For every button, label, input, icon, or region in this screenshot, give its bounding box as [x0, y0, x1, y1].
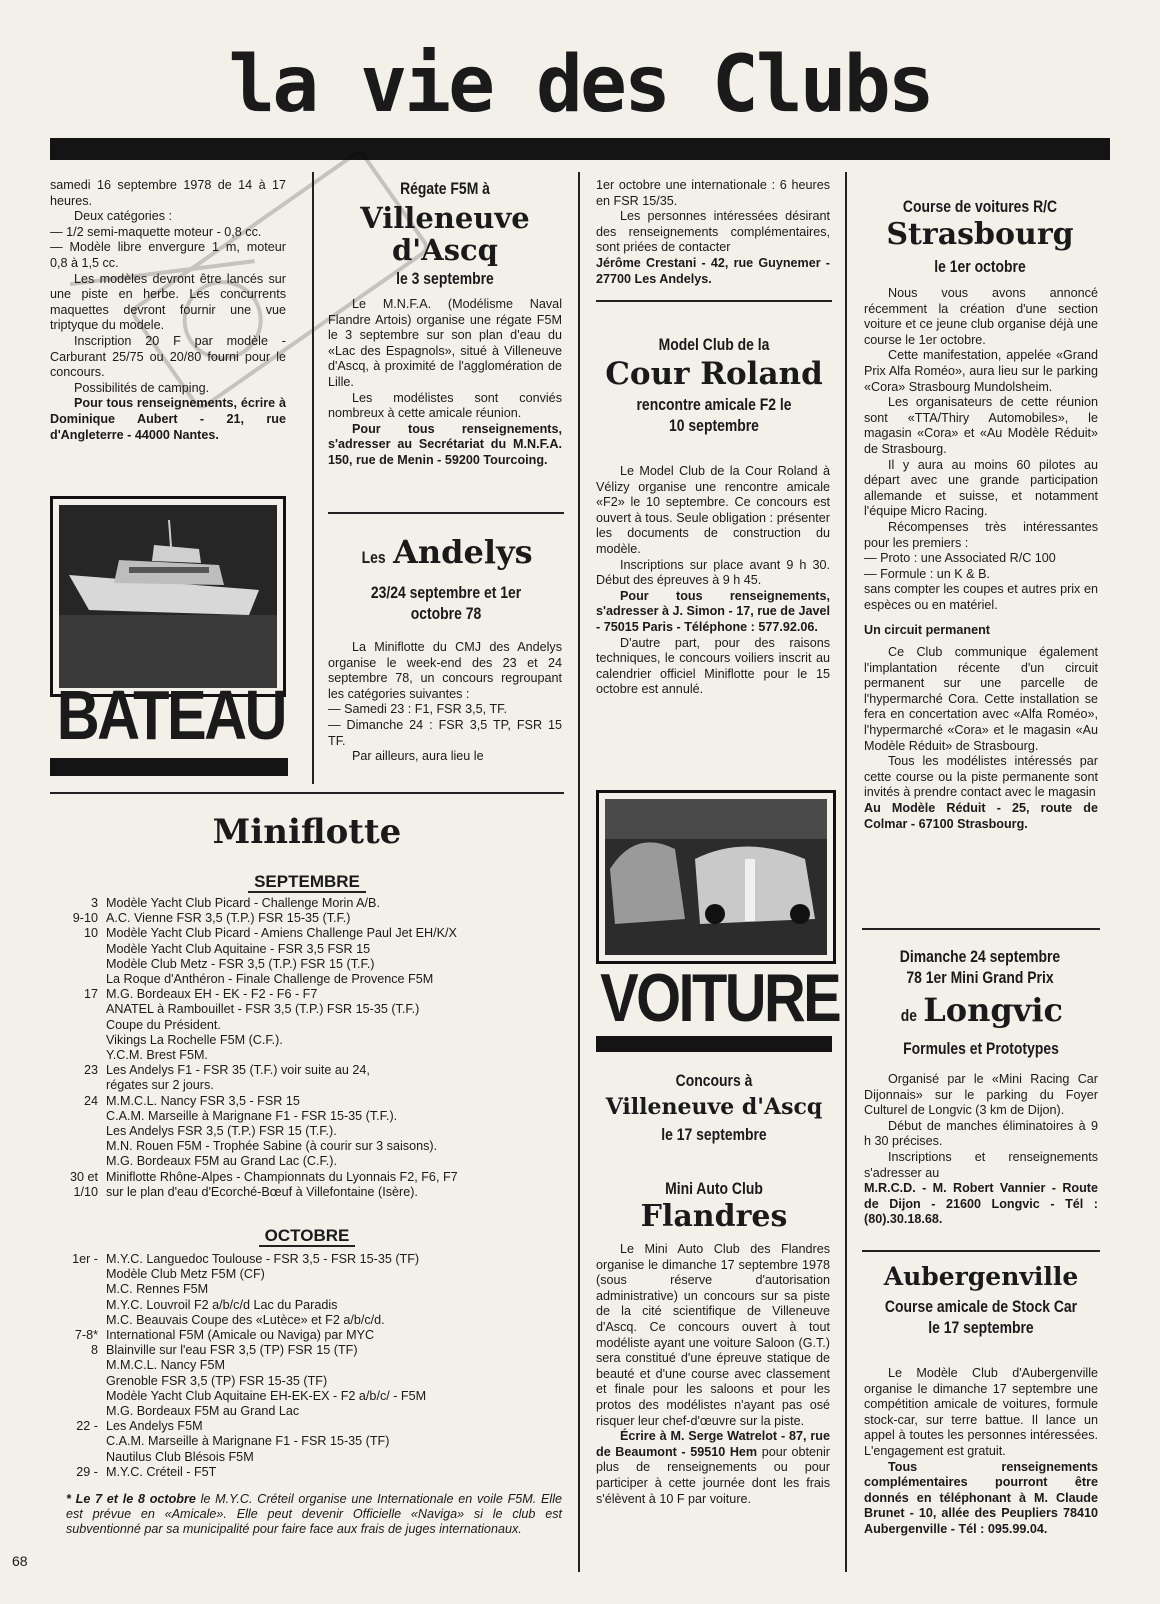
month-label: SEPTEMBRE: [248, 872, 366, 893]
calendar-event: Coupe du Président.: [106, 1017, 221, 1032]
calendar-event: M.G. Bordeaux F5M au Grand Lac: [106, 1404, 300, 1419]
september-list: [36, 896, 566, 1200]
calendar-event: Y.C.M. Brest F5M.: [106, 1048, 208, 1063]
paragraph: Ce Club communique également l'implantation récente d'un circuit permanent sur une parcelle de l'hypermarché Cora. Cette installation se fera en concertation avec «Alfa Roméo», l'hypermarché «Cora» et le magasin «Au Modèle Réduit» de Strasbourg.: [864, 645, 1098, 753]
calendar-event: Modèle Yacht Club Picard - Amiens Challenge Paul Jet EH/K/X: [106, 926, 457, 941]
calendar-row: [36, 1154, 566, 1169]
divider: [862, 928, 1100, 930]
calendar-row: [36, 911, 566, 926]
article-kicker: Régate F5M à: [400, 179, 490, 198]
calendar-date: [36, 1048, 106, 1063]
calendar-event: International F5M (Amicale ou Naviga) par MYC: [106, 1328, 375, 1343]
calendar-date: [36, 1313, 106, 1328]
longvic-title: Longvic: [923, 991, 1063, 1029]
calendar-date: [36, 1078, 106, 1093]
column-rule: [845, 172, 847, 1572]
calendar-date: 30 et: [69, 1169, 98, 1184]
calendar-event: M.N. Rouen F5M - Trophée Sabine (à courir sur 3 saisons).: [106, 1139, 438, 1154]
divider: [328, 512, 564, 514]
cour-roland-text: [596, 464, 830, 698]
section-label-voiture: VOITURE: [600, 960, 840, 1036]
calendar-event: Modèle Club Metz - FSR 3,5 (T.P.) FSR 15 (T.F.): [106, 956, 375, 971]
calendar-row: [36, 1018, 566, 1033]
calendar-event: Modèle Yacht Club Aquitaine - FSR 3,5 FSR 15: [106, 941, 371, 956]
calendar-event: A.C. Vienne FSR 3,5 (T.P.) FSR 15-35 (T.F.): [106, 911, 351, 926]
calendar-event: M.C. Beauvais Coupe des «Lutèce» et F2 a/b/c/d.: [106, 1312, 385, 1327]
calendar-event: La Roque d'Anthéron - Finale Challenge de Provence F5M: [106, 972, 434, 987]
calendar-date: [36, 1298, 106, 1313]
calendar-row: [36, 1002, 566, 1017]
calendar-date: 1er -: [72, 1252, 98, 1266]
article-subtitle: Formules et Prototypes: [903, 1039, 1059, 1058]
paragraph: — 1/2 semi-maquette moteur - 0,8 cc.: [50, 224, 262, 239]
longvic-heading: [862, 990, 1100, 1037]
calendar-date: [36, 1389, 106, 1404]
calendar-event: M.M.C.L. Nancy F5M: [106, 1358, 225, 1373]
boat-photo: [59, 505, 277, 688]
calendar-date: [36, 1434, 106, 1449]
calendar-row: [36, 1328, 566, 1343]
calendar-row: [36, 1185, 566, 1200]
strasbourg-text: [864, 286, 1098, 832]
article-kicker: Model Club de la: [658, 335, 770, 354]
andelys-prefix: Les: [361, 548, 386, 567]
contact-info: Tous renseignements complémentaires pourront être donnés en téléphonant à M. Claude Brunet - 10, allée des Peupliers 78410 Aubergenville - Tél : 095.99.04.: [864, 1459, 1098, 1536]
calendar-event: M.Y.C. Languedoc Toulouse - FSR 3,5 - FSR 15-35 (TF): [106, 1252, 420, 1266]
calendar-row: [36, 1404, 566, 1419]
paragraph: Par ailleurs, aura lieu le: [352, 749, 484, 764]
contact-info: Pour tous renseignements, s'adresser à J. Simon - 17, rue de Javel - 75015 Paris - Téléphone : 577.92.06.: [596, 588, 831, 634]
calendar-date: [36, 1154, 106, 1169]
calendar-date: 10: [83, 926, 98, 941]
calendar-event: Miniflotte Rhône-Alpes - Championnats du Lyonnais F2, F6, F7: [106, 1169, 458, 1184]
calendar-date: [36, 1282, 106, 1297]
calendar-date: [36, 1139, 106, 1154]
miniflotte-title: Miniflotte: [212, 812, 402, 852]
column-rule: [578, 172, 580, 1572]
divider: [862, 1250, 1100, 1252]
footnote-text: le M.Y.C. Créteil organise une Internationale en voile F5M. Elle est prévue en «Amicale». Elle peut devenir Officielle «Naviga» si le club est subventionné par sa municipalité pour faire face aux frais de juges internationaux.: [66, 1492, 563, 1536]
column-3-text: [596, 178, 830, 287]
boat-photo-frame: [50, 496, 286, 697]
calendar-row: [36, 1170, 566, 1185]
calendar-row: [36, 957, 566, 972]
calendar-event: Modèle Yacht Club Aquitaine EH-EK-EX - F2 a/b/c/ - F5M: [106, 1388, 427, 1403]
paragraph: Les modèles devront être lancés sur une piste en herbe. Les concurrents maquettes devront fournir une vue triptyque du modele.: [50, 271, 286, 333]
calendar-date: [36, 1033, 106, 1048]
calendar-row: [36, 987, 566, 1002]
paragraph: samedi 16 septembre 1978 de 14 à 17 heures.: [50, 178, 286, 208]
paragraph: Récompenses très intéressantes pour les premiers :: [864, 519, 1098, 550]
article-kicker: Course de voitures R/C: [902, 197, 1058, 216]
column-2-text: [328, 297, 562, 469]
calendar-event: Blainville sur l'eau FSR 3,5 (TP) FSR 15 (TF): [106, 1343, 358, 1358]
paragraph: 1er octobre une internationale : 6 heures en FSR 15/35.: [596, 178, 830, 208]
paragraph: Le Modèle Club d'Aubergenville organise le dimanche 17 septembre une compétition amicale de voitures, formule stock-car, sur terre battue. Il lance un appel à toutes les personnes intéressées. L'engagement est gratuit.: [864, 1366, 1098, 1458]
footnote: [66, 1492, 562, 1537]
calendar-event: ANATEL à Rambouillet - FSR 3,5 (T.P.) FSR 15-35 (T.F.): [106, 1002, 420, 1017]
andelys-heading: [328, 534, 564, 577]
calendar-date: [36, 1267, 106, 1282]
article-title: Aubergenville: [883, 1262, 1079, 1291]
calendar-date: [36, 1450, 106, 1465]
calendar-date: [36, 1404, 106, 1419]
paragraph: Possibilités de camping.: [74, 380, 210, 395]
calendar-event: M.G. Bordeaux F5M au Grand Lac (C.F.).: [106, 1154, 337, 1169]
article-subtitle: Course amicale de Stock Car le 17 septembre: [884, 1297, 1078, 1337]
calendar-date: 7-8*: [74, 1328, 98, 1343]
article-title: Villeneuve d'Ascq: [605, 1094, 823, 1120]
calendar-date: [36, 1358, 106, 1373]
calendar-row: [36, 1450, 566, 1465]
paragraph: Le Mini Auto Club des Flandres organise le dimanche 17 septembre 1978 (sous réserve d'autorisation administrative) un concours sur sa piste de la cité scientifique de Villeneuve d'Ascq. Ce concours ouvert à tout modéliste ayant une voiture Saloon (G.T.) sera constitué d'une épreuve statique de beauté et d'une course avec classement et finale pour les saloons et pour les protos des modélistes n'ayant pas osé risquer leur chef-d'œuvre sur la piste.: [596, 1242, 830, 1428]
calendar-date: [36, 972, 106, 987]
paragraph: Le M.N.F.A. (Modélisme Naval Flandre Artois) organise une régate F5M le 3 septembre sur son plan d'eau du «Lac des Espagnols», situé à Villeneuve d'Ascq, à proximité de l'agglomération de Lille.: [328, 297, 562, 389]
calendar-date: 24: [83, 1093, 98, 1108]
calendar-row: [36, 1078, 566, 1093]
article-date: le 3 septembre: [396, 269, 494, 288]
calendar-row: [36, 1048, 566, 1063]
paragraph: sans compter les coupes et autres prix en espèces ou en matériel.: [864, 582, 1098, 612]
paragraph: La Miniflotte du CMJ des Andelys organise le week-end des 23 et 24 septembre 78, un concours regroupant les catégories suivantes :: [328, 640, 562, 701]
footnote-lead: * Le 7 et le 8 octobre: [66, 1492, 196, 1506]
paragraph: Deux catégories :: [74, 209, 173, 224]
calendar-row: [36, 926, 566, 941]
paragraph: Inscription 20 F par modèle - Carburant 25/75 ou 20/80 fourni pour le concours.: [50, 333, 286, 380]
article-title: Cour Roland: [605, 356, 823, 392]
calendar-event: Modèle Yacht Club Picard - Challenge Morin A/B.: [106, 896, 380, 910]
calendar-row: [36, 1109, 566, 1124]
calendar-row: [36, 1298, 566, 1313]
paragraph: Inscriptions et renseignements s'adresser au: [864, 1149, 1098, 1180]
divider: [596, 300, 832, 302]
calendar-event: Modèle Club Metz F5M (CF): [106, 1267, 265, 1282]
calendar-date: [36, 1002, 106, 1017]
paragraph: Les organisateurs de cette réunion sont «TTA/Thiry Automobiles», le magasin «Cora» et «Au Modèle Réduit» de Strasbourg.: [864, 395, 1098, 456]
calendar-row: [36, 1094, 566, 1109]
calendar-event: sur le plan d'eau d'Ecorché-Bœuf à Villefontaine (Isère).: [106, 1184, 418, 1199]
calendar-date: 23: [83, 1063, 98, 1078]
page-title: la vie des Clubs: [228, 40, 932, 130]
calendar-event: Nautilus Club Blésois F5M: [106, 1449, 254, 1464]
column-1-text: [50, 178, 286, 443]
section-label-bateau: BATEAU: [56, 676, 285, 754]
calendar-date: [36, 1374, 106, 1389]
month-heading-october: [50, 1226, 564, 1246]
calendar-row: [36, 1389, 566, 1404]
month-heading-september: [50, 872, 564, 892]
contact-info: Pour tous renseignements, s'adresser au Secrétariat du M.N.F.A. 150, rue de Menin - 59200 Tourcoing.: [328, 421, 562, 467]
paragraph: — Proto : une Associated R/C 100: [864, 551, 1056, 566]
aubergenville-text: [864, 1366, 1098, 1538]
calendar-event: Grenoble FSR 3,5 (TP) FSR 15-35 (TF): [106, 1373, 328, 1388]
calendar-date: 29 -: [76, 1464, 98, 1479]
calendar-date: 9-10: [72, 911, 98, 926]
calendar-event: Les Andelys FSR 3,5 (T.P.) FSR 15 (T.F.).: [106, 1124, 337, 1139]
calendar-event: M.Y.C. Louvroil F2 a/b/c/d Lac du Paradis: [106, 1297, 338, 1312]
contact-info: M.R.C.D. - M. Robert Vannier - Route de Dijon - 21600 Longvic - Tél : (80).30.18.68.: [864, 1181, 1098, 1227]
andelys-title: Andelys: [393, 533, 533, 571]
calendar-row: [36, 972, 566, 987]
section-bar: [50, 758, 288, 776]
paragraph: Inscriptions sur place avant 9 h 30. Début des épreuves à 9 h 45.: [596, 557, 830, 588]
calendar-date: 22 -: [76, 1419, 98, 1434]
paragraph: Tous les modélistes intéressés par cette course ou la piste permanente sont invités à prendre contact avec le magasin: [864, 754, 1098, 800]
calendar-event: Vikings La Rochelle F5M (C.F.).: [106, 1032, 283, 1047]
page-number: 68: [12, 1553, 28, 1569]
article-title: Flandres: [640, 1199, 788, 1234]
calendar-row: [36, 1358, 566, 1373]
calendar-event: Les Andelys F5M: [106, 1419, 203, 1434]
october-list: [36, 1252, 566, 1480]
calendar-row: [36, 1282, 566, 1297]
calendar-date: 8: [90, 1343, 98, 1358]
paragraph: — Modèle libre envergure 1 m, moteur 0,8 à 1,5 cc.: [50, 240, 286, 270]
calendar-date: [36, 957, 106, 972]
car-photo-frame: [596, 790, 836, 964]
calendar-event: M.G. Bordeaux EH - EK - F2 - F6 - F7: [106, 987, 318, 1002]
article-date: le 1er octobre: [934, 257, 1026, 276]
calendar-row: [36, 942, 566, 957]
calendar-row: [36, 1313, 566, 1328]
flandres-text: [596, 1242, 830, 1507]
calendar-row: [36, 1419, 566, 1434]
contact-info: Au Modèle Réduit - 25, route de Colmar - 67100 Strasbourg.: [864, 801, 1098, 831]
calendar-event: régates sur 2 jours.: [106, 1078, 214, 1093]
paragraph: Le Model Club de la Cour Roland à Vélizy organise une rencontre amicale «F2» le 10 septembre. Ce concours est ouvert à tous. Seule obligation : présenter les documents de construction du modèle.: [596, 464, 830, 556]
calendar-row: [36, 1139, 566, 1154]
calendar-event: Les Andelys F1 - FSR 35 (T.F.) voir suite au 24,: [106, 1063, 370, 1078]
article-kicker: Dimanche 24 septembre 78 1er Mini Grand Prix: [899, 947, 1061, 987]
calendar-row: [36, 1374, 566, 1389]
article-title: Villeneuve d'Ascq: [360, 201, 530, 267]
article-kicker: Concours à: [675, 1071, 753, 1090]
calendar-row: [36, 1267, 566, 1282]
calendar-event: M.C. Rennes F5M: [106, 1282, 209, 1297]
contact-info: Pour tous renseignements, écrire à Dominique Aubert - 21, rue d'Angleterre - 44000 Nantes.: [50, 396, 286, 442]
paragraph: Les modélistes sont conviés nombreux à cette amicale réunion.: [328, 390, 562, 421]
contact-info: Jérôme Crestani - 42, rue Guynemer - 27700 Les Andelys.: [596, 255, 830, 286]
paragraph: Les personnes intéressées désirant des renseignements complémentaires, sont priées de contacter: [596, 209, 830, 255]
calendar-row: [36, 1124, 566, 1139]
calendar-row: [36, 896, 566, 911]
section-bar: [596, 1036, 832, 1052]
paragraph: Nous vous avons annoncé récemment la création d'une section voiture et ce jeune club organise déjà une course le 1er octobre.: [864, 286, 1098, 347]
calendar-event: M.Y.C. Créteil - F5T: [106, 1464, 217, 1479]
calendar-event: C.A.M. Marseille à Marignane F1 - FSR 15-35 (T.F.).: [106, 1108, 398, 1123]
calendar-date: [36, 942, 106, 957]
article-kicker: Mini Auto Club: [665, 1179, 763, 1198]
article-date: le 17 septembre: [661, 1125, 767, 1144]
calendar-date: 17: [83, 987, 98, 1002]
subheading: Un circuit permanent: [864, 623, 990, 638]
calendar-date: [36, 1018, 106, 1033]
calendar-event: C.A.M. Marseille à Marignane F1 - FSR 15-35 (TF): [106, 1434, 390, 1449]
calendar-row: [36, 1434, 566, 1449]
calendar-date: 3: [90, 896, 98, 910]
andelys-date: 23/24 septembre et 1er octobre 78: [370, 583, 522, 623]
paragraph: Cette manifestation, appelée «Grand Prix Alfa Roméo», aura lieu sur le parking «Cora» Strasbourg Mundolsheim.: [864, 348, 1098, 394]
paragraph: D'autre part, pour des raisons techniques, le concours voiliers inscrit au calendrier officiel Miniflotte pour le 15 octobre est annulé.: [596, 635, 830, 697]
paragraph: Il y aura au moins 60 pilotes au départ avec une grande participation allemande et suisse, et notamment l'équipe Micro Racing.: [864, 457, 1098, 519]
calendar-event: M.M.C.L. Nancy FSR 3,5 - FSR 15: [106, 1093, 300, 1108]
calendar-row: [36, 1033, 566, 1048]
paragraph: pour obtenir plus de renseignements ou pour participer à cette journée dont les frais s'élèvent à 10 F par voiture.: [596, 1444, 831, 1506]
article-subtitle: rencontre amicale F2 le 10 septembre: [636, 395, 792, 435]
article-title: Strasbourg: [886, 217, 1074, 252]
longvic-text: [864, 1072, 1098, 1228]
paragraph: — Formule : un K & B.: [864, 566, 990, 581]
column-rule: [312, 172, 314, 784]
paragraph: Organisé par le «Mini Racing Car Dijonnais» sur le parking du Foyer Culturel de Longvic (3 km de Dijon).: [864, 1072, 1098, 1118]
paragraph: — Samedi 23 : F1, FSR 3,5, TF.: [328, 702, 507, 717]
contact-info: Écrire à M. Serge Watrelot - 87, rue de Beaumont - 59510 Hem: [596, 1429, 830, 1459]
longvic-prefix: de: [900, 1006, 918, 1025]
car-photo: [605, 799, 827, 955]
calendar-date: [36, 1124, 106, 1139]
divider: [50, 792, 564, 794]
calendar-row: [36, 1252, 566, 1267]
calendar-date: 1/10: [73, 1184, 98, 1199]
calendar-row: [36, 1465, 566, 1480]
calendar-row: [36, 1343, 566, 1358]
paragraph: Début de manches éliminatoires à 9 h 30 précises.: [864, 1118, 1098, 1149]
andelys-text: [328, 640, 562, 765]
month-label: OCTOBRE: [259, 1226, 356, 1247]
calendar-row: [36, 1063, 566, 1078]
paragraph: — Dimanche 24 : FSR 3,5 TP, FSR 15 TF.: [328, 717, 562, 748]
calendar-date: [36, 1109, 106, 1124]
